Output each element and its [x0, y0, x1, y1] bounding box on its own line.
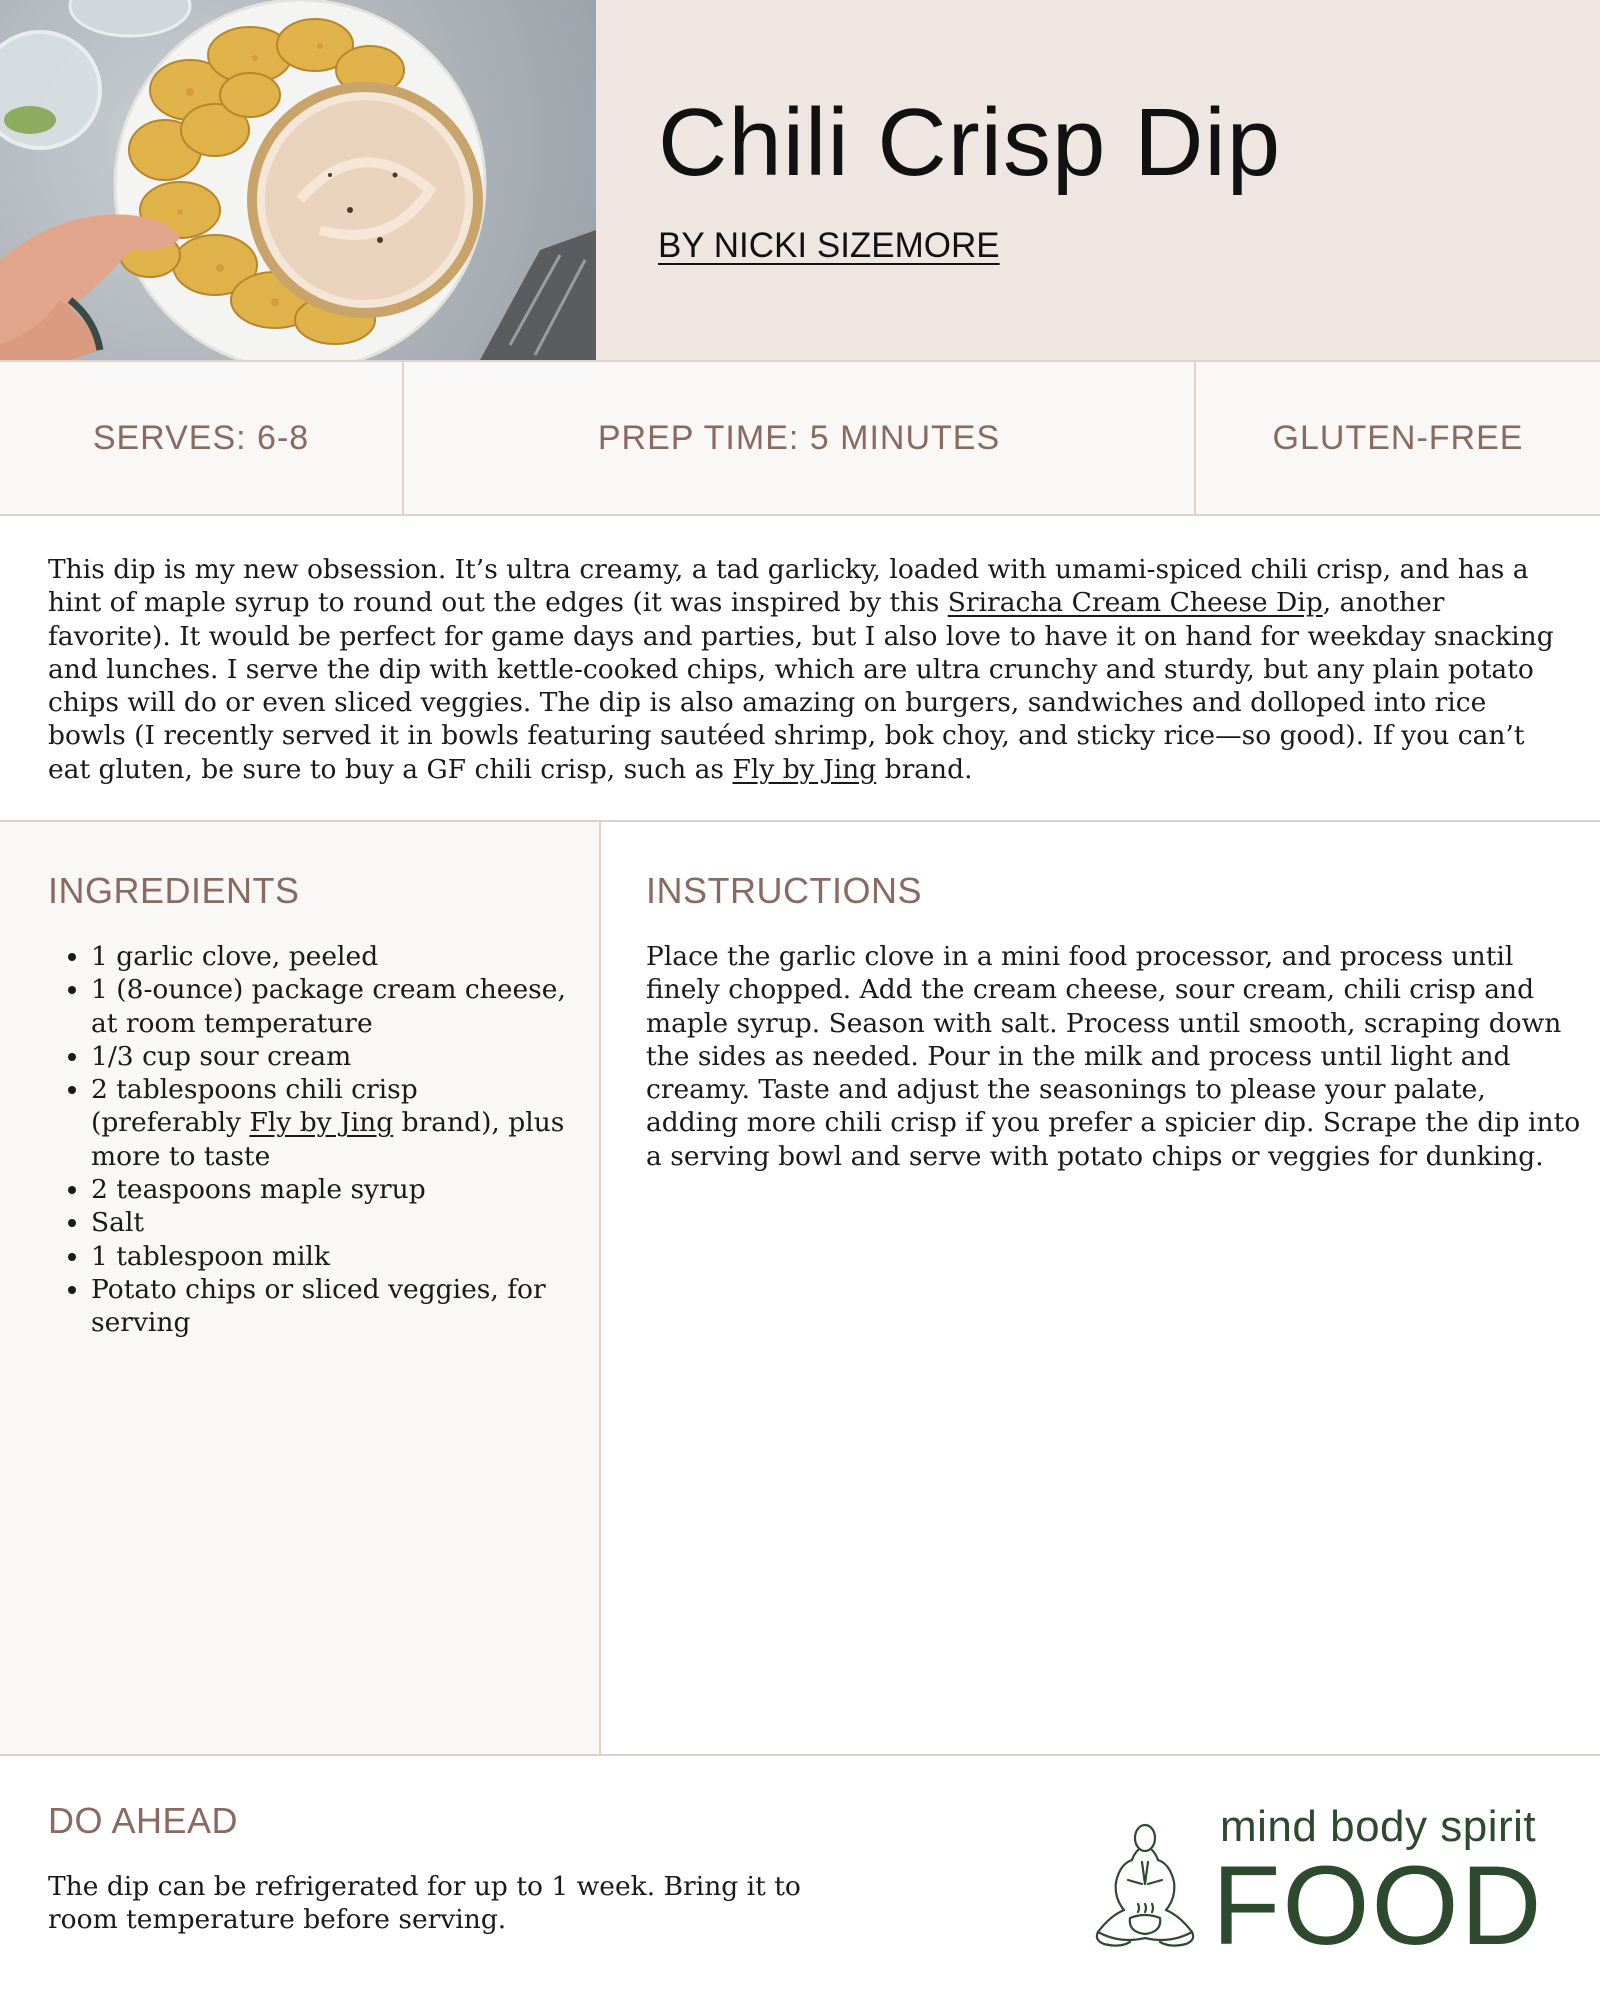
intro-text-1: This dip is my new obsession. It’s ultra creamy, a tad garlicky, loaded with umami-spiced chili crisp, and has a hint of maple syrup to round out the edges (it was inspired by this — [48, 554, 1529, 619]
do-ahead-text: The dip can be refrigerated for up to 1 week. Bring it to room temperature before serving. — [48, 1871, 801, 1936]
ingredients-section — [0, 822, 601, 1754]
intro-text-2: , another favorite). It would be perfect for game days and parties, but I also love to have it on hand for weekday snacking and lunches. I serve the dip with kettle-cooked chips, which are ultra crunchy and sturdy, but any plain potato chips will do or even sliced veggies. The dip is also amazing on burgers, sandwiches and dolloped into rice bowls (I recently served it in bowls featuring sautéed shrimp, bok choy, and sticky rice—so good). If you can’t eat gluten, be sure to buy a GF chili crisp, such as — [48, 587, 1554, 785]
ingredient-item: • 1 garlic clove, peeled — [91, 940, 568, 973]
fly-by-jing-link[interactable]: Fly by Jing — [249, 1107, 394, 1139]
title-panel — [596, 0, 1600, 360]
do-ahead-heading: DO AHEAD — [48, 1800, 239, 1841]
ingredient-item: • 1/3 cup sour cream — [91, 1040, 568, 1073]
ingredient-item: • Salt — [91, 1206, 568, 1239]
servings: SERVES: 6-8 — [0, 362, 404, 514]
ingredient-item: • 2 teaspoons maple syrup — [91, 1173, 568, 1206]
logo-wordmark: FOOD — [1212, 1843, 1544, 1968]
instructions-section — [603, 822, 1600, 1754]
recipe-title: Chili Crisp Dip — [658, 89, 1282, 196]
ingredient-item: • Potato chips or sliced veggies, for serving — [91, 1273, 568, 1340]
ingredients-heading: INGREDIENTS — [48, 870, 300, 911]
logo-tagline: mind body spirit — [1220, 1802, 1537, 1851]
divider — [0, 1754, 1600, 1756]
dish-photo — [0, 0, 596, 360]
meditating-figure-icon — [1090, 1820, 1200, 1960]
ingredient-item: • 1 tablespoon milk — [91, 1240, 568, 1273]
diet-label: GLUTEN-FREE — [1272, 418, 1524, 457]
instructions-heading: INSTRUCTIONS — [646, 870, 922, 911]
ingredient-item: • 1 (8-ounce) package cream cheese, at room temperature — [91, 973, 568, 1040]
recipe-header — [0, 0, 1600, 360]
recipe-info-bar — [0, 360, 1600, 516]
instructions-text: Place the garlic clove in a mini food processor, and process until finely chopped. Add the cream cheese, sour cream, chili crisp and maple syrup. Season with salt. Process until smooth, scraping down the sides as needed. Pour in the milk and process until light and creamy. Taste and adjust the seasonings to please your palate, adding more chili crisp if you prefer a spicier dip. Scrape the dip into a serving bowl and serve with potato chips or veggies for dunking. — [646, 941, 1581, 1172]
sriracha-dip-link[interactable]: Sriracha Cream Cheese Dip — [947, 587, 1323, 619]
ingredients-list — [48, 940, 568, 1340]
brand-logo[interactable] — [1090, 1800, 1560, 1968]
intro-text-3: brand. — [876, 753, 973, 785]
fly-by-jing-link[interactable]: Fly by Jing — [732, 753, 877, 785]
prep-time: PREP TIME: 5 MINUTES — [404, 362, 1196, 514]
intro-paragraph — [48, 553, 1558, 786]
author-link[interactable]: BY NICKI SIZEMORE — [658, 226, 1000, 265]
ingredient-item: • 2 tablespoons chili crisp (preferably Fly by Jing brand), plus more to taste — [91, 1073, 568, 1173]
